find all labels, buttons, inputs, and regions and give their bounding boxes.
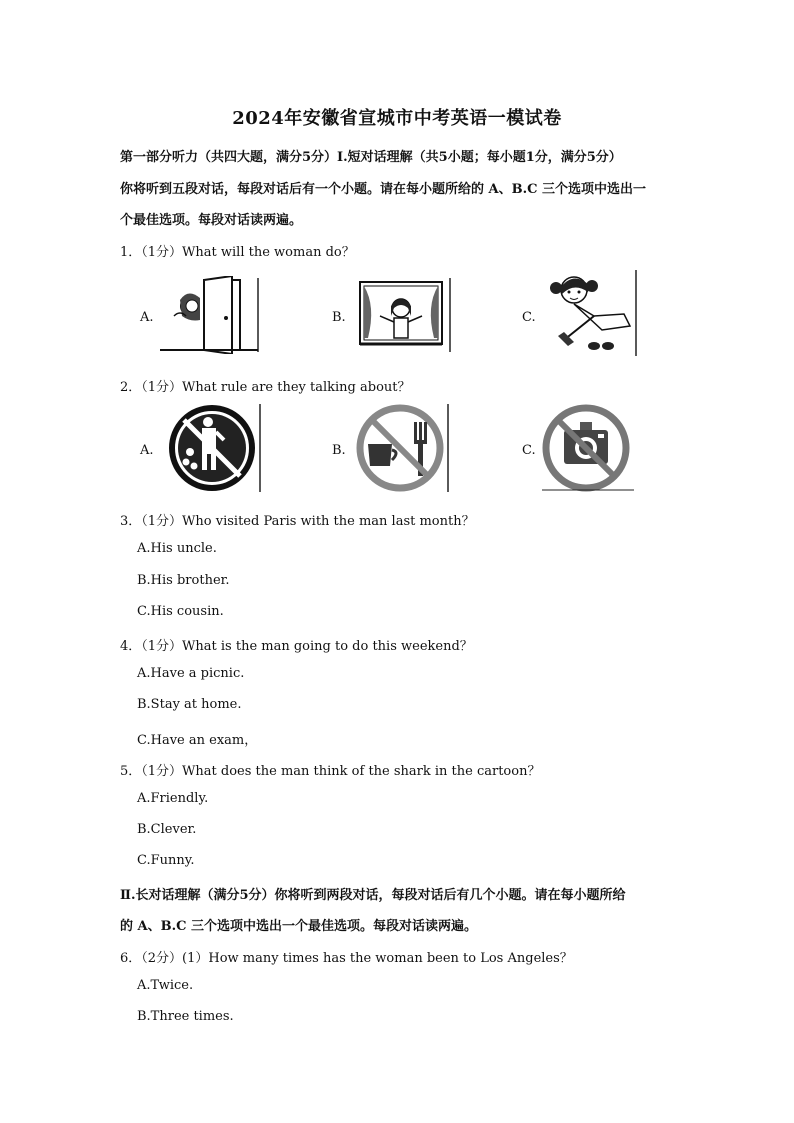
- q6-option-b: B.Three times.: [137, 1009, 234, 1024]
- q6-option-a: A.Twice.: [137, 978, 194, 993]
- question-1-stem: 1．（1分）What will the woman do？: [120, 245, 355, 260]
- part2-header-1: Ⅱ.长对话理解（满分5分）你将听到两段对话，每段对话后有几个小题。请在每小题所给: [120, 888, 626, 903]
- no-littering-sign-icon: [168, 404, 262, 494]
- part1-instruction-1: 你将听到五段对话，每段对话后有一个小题。请在每小题所给的 A、B.C 三个选项中选出一: [120, 182, 646, 197]
- q2-label-b: B.: [332, 443, 346, 458]
- girl-opening-window-icon: [354, 276, 454, 354]
- girl-sweeping-floor-icon: [544, 270, 640, 358]
- question-5-stem: 5．（1分）What does the man think of the shark in the cartoon？: [120, 764, 541, 779]
- q4-option-b: B.Stay at home.: [137, 697, 242, 712]
- q1-label-a: A.: [140, 310, 154, 325]
- question-6-stem: 6．（2分）(1）How many times has the woman been to Los Angeles？: [120, 951, 573, 966]
- question-4-stem: 4．（1分）What is the man going to do this weekend？: [120, 639, 473, 654]
- q5-option-a: A.Friendly.: [137, 791, 209, 806]
- question-3-stem: 3．（1分）Who visited Paris with the man last month？: [120, 514, 475, 529]
- part1-instruction-2: 个最佳选项。每段对话读两遍。: [120, 213, 303, 228]
- no-food-drink-sign-icon: [356, 404, 450, 494]
- no-photos-sign-icon: [542, 404, 636, 494]
- q2-label-c: C.: [522, 443, 536, 458]
- q5-option-c: C.Funny.: [137, 853, 195, 868]
- q4-option-c: C.Have an exam，: [137, 733, 258, 748]
- q4-option-a: A.Have a picnic.: [137, 666, 245, 681]
- woman-opening-door-icon: [160, 276, 260, 354]
- q3-option-b: B.His brother.: [137, 573, 230, 588]
- q3-option-a: A.His uncle.: [137, 541, 217, 556]
- part2-header-2: 的 A、B.C 三个选项中选出一个最佳选项。每段对话读两遍。: [120, 919, 477, 934]
- q1-label-c: C.: [522, 310, 536, 325]
- q3-option-c: C.His cousin.: [137, 604, 224, 619]
- question-2-stem: 2．（1分）What rule are they talking about？: [120, 380, 411, 395]
- part1-header: 第一部分听力（共四大题，满分5分）I.短对话理解（共5小题；每小题1分，满分5分）: [120, 150, 622, 165]
- q2-label-a: A.: [140, 443, 154, 458]
- page-title: 2024年安徽省宣城市中考英语一模试卷: [232, 108, 562, 129]
- q5-option-b: B.Clever.: [137, 822, 197, 837]
- q1-label-b: B.: [332, 310, 346, 325]
